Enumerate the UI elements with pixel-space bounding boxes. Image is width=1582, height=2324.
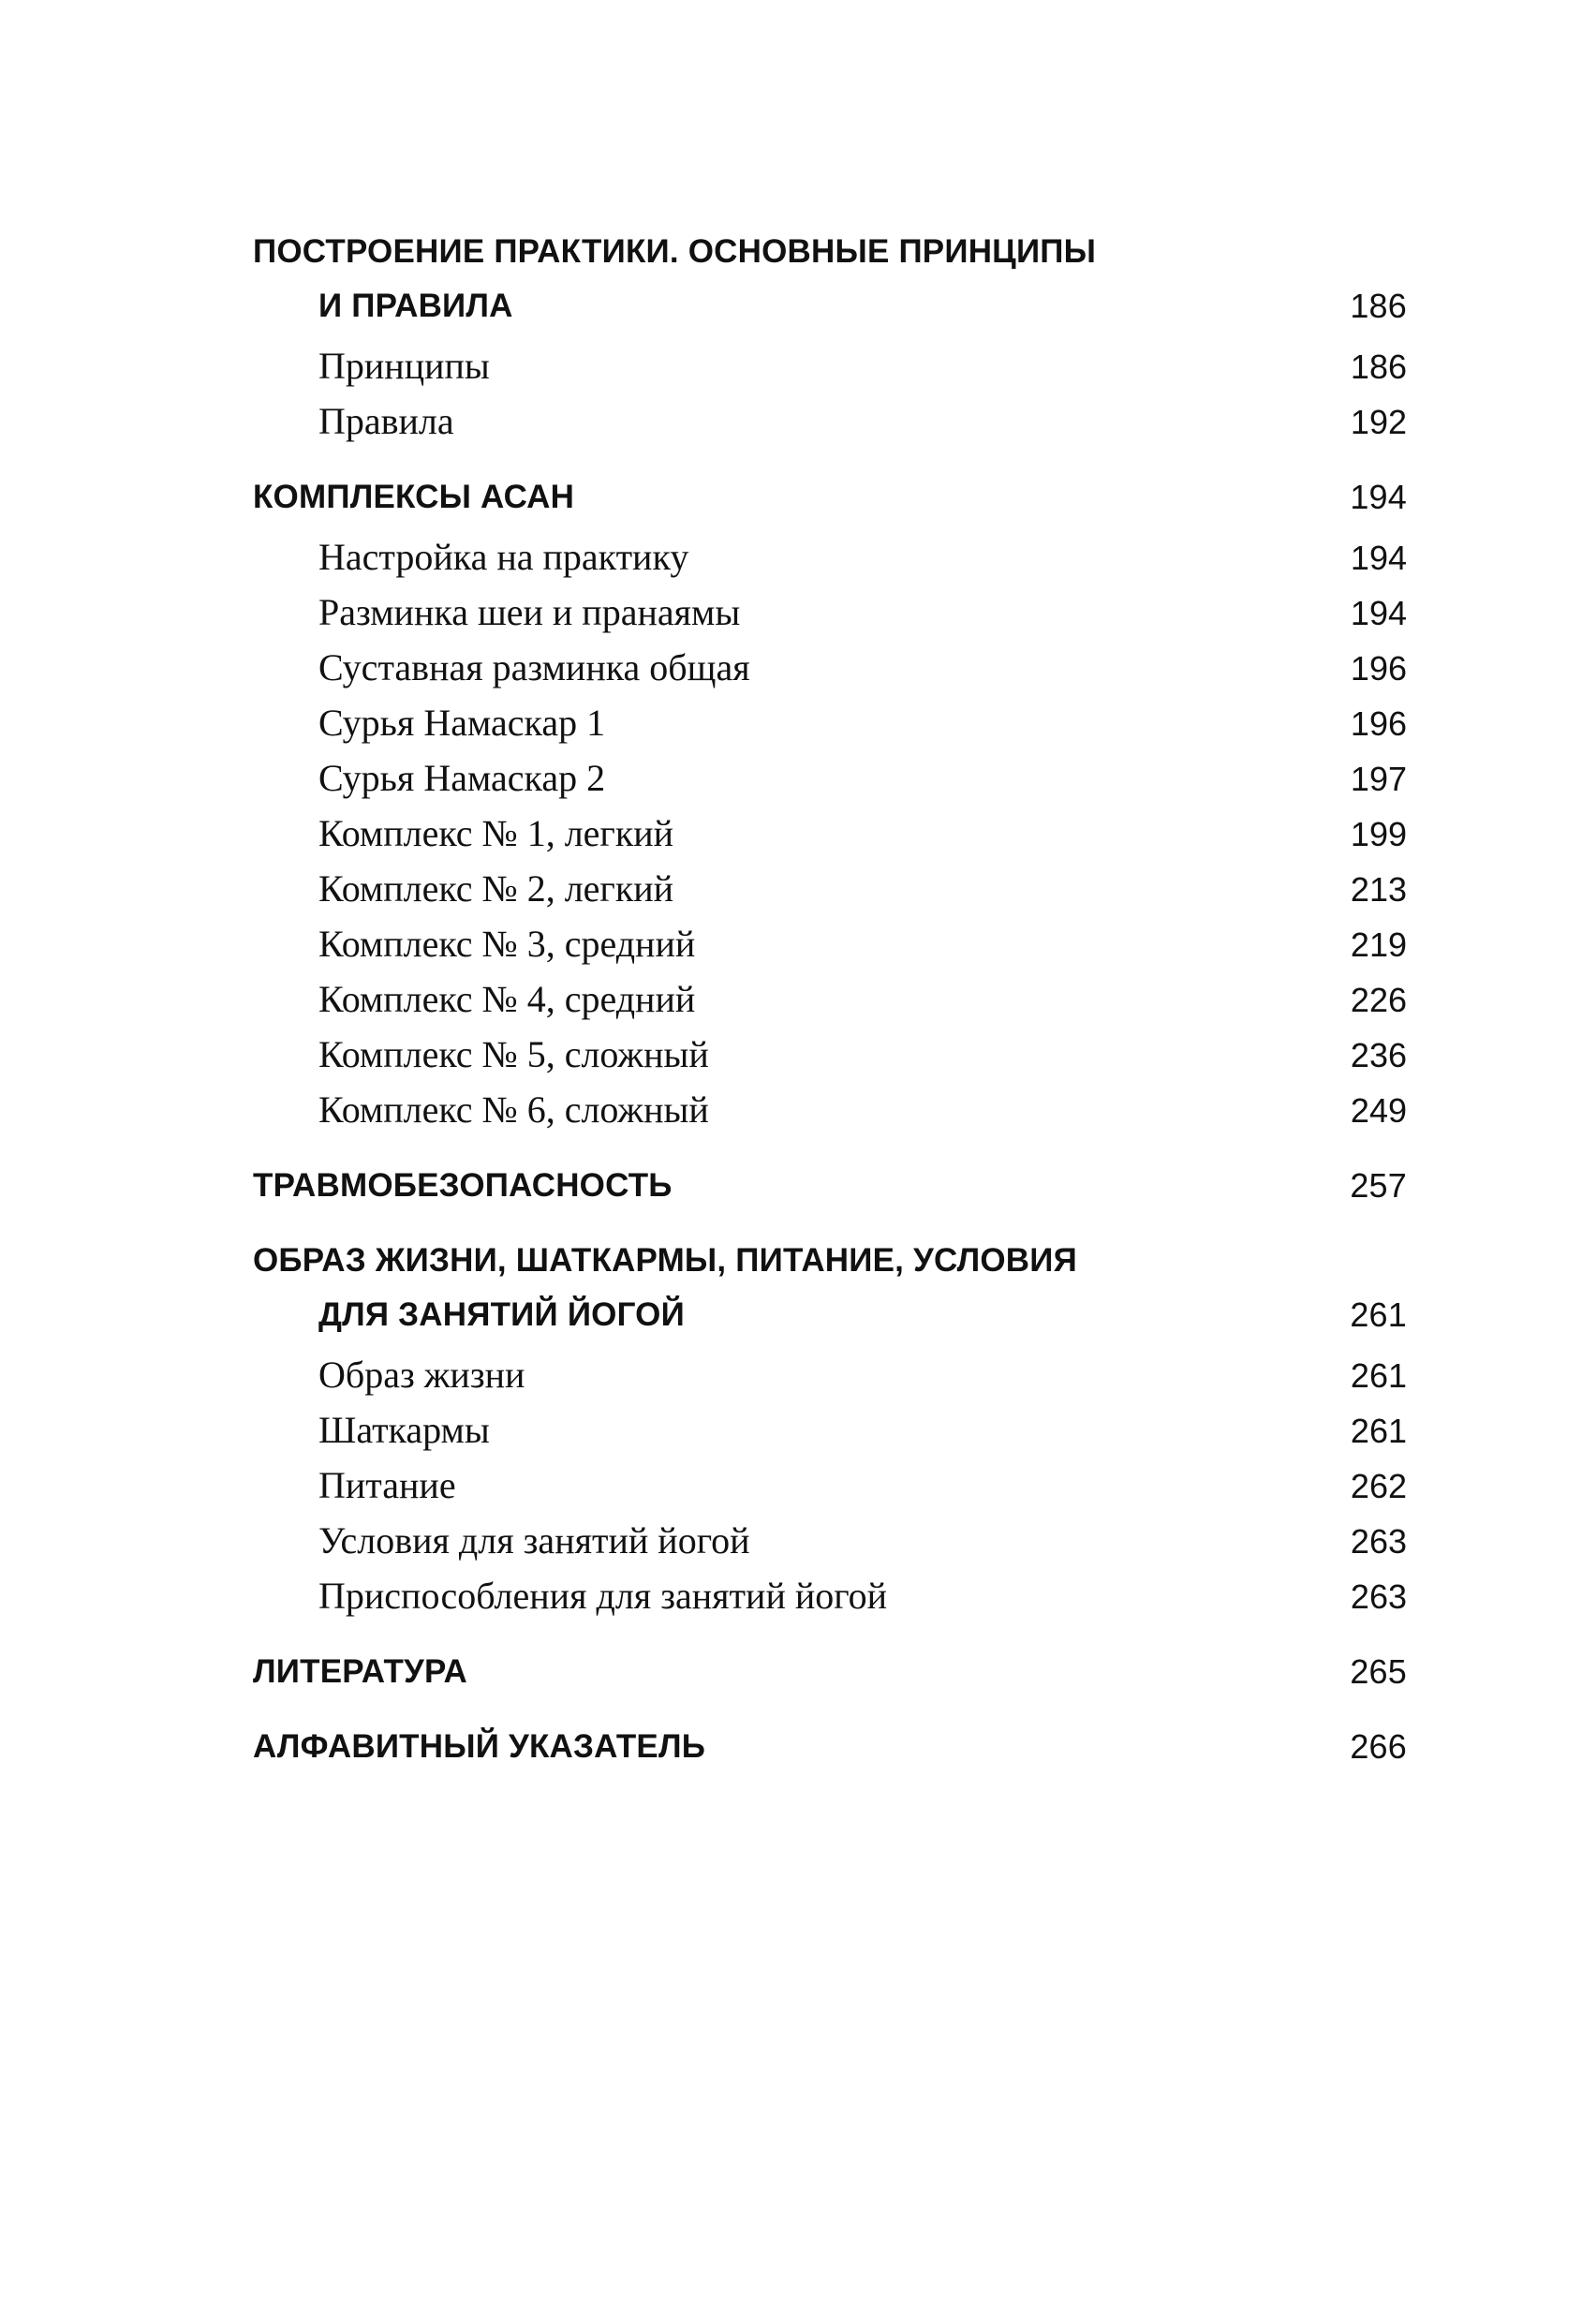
toc-heading-line1: ПОСТРОЕНИЕ ПРАКТИКИ. ОСНОВНЫЕ ПРИНЦИПЫ (253, 233, 1097, 270)
toc-item-label: Правила (318, 400, 454, 442)
toc-item (253, 1458, 1407, 1514)
toc-item-page: 249 (1350, 1091, 1407, 1130)
toc-heading-line2: ДЛЯ ЗАНЯТИЙ ЙОГОЙ (318, 1296, 685, 1333)
toc-heading-line1: ТРАВМОБЕЗОПАСНОСТЬ (253, 1167, 673, 1204)
toc-item-page: 192 (1350, 403, 1407, 441)
toc-item-page: 186 (1350, 348, 1407, 386)
toc-item-label: Комплекс № 6, сложный (318, 1088, 709, 1131)
toc-item-label: Комплекс № 5, сложный (318, 1033, 709, 1075)
toc-item (253, 641, 1407, 696)
toc-heading-page: 257 (1350, 1166, 1407, 1205)
toc-item-page: 196 (1350, 704, 1407, 743)
toc-item-page: 261 (1350, 1356, 1407, 1395)
toc-heading-line1: ЛИТЕРАТУРА (253, 1653, 467, 1690)
toc-heading (253, 1234, 1407, 1342)
toc-item (253, 696, 1407, 751)
toc-item-label: Суставная разминка общая (318, 646, 750, 688)
toc-item-page: 263 (1350, 1522, 1407, 1561)
toc-item-page: 194 (1350, 594, 1407, 632)
toc-item (253, 917, 1407, 972)
toc-heading-line2: И ПРАВИЛА (318, 288, 513, 324)
toc-item (253, 751, 1407, 807)
toc-item (253, 530, 1407, 585)
toc-item (253, 1403, 1407, 1458)
toc-item-label: Комплекс № 1, легкий (318, 812, 674, 854)
toc-item-label: Приспособления для занятий йогой (318, 1575, 888, 1617)
toc-section (253, 225, 1407, 450)
toc-item-page: 196 (1350, 649, 1407, 688)
toc-item-label: Сурья Намаскар 2 (318, 757, 606, 799)
toc-item (253, 1514, 1407, 1569)
toc-item-label: Питание (318, 1464, 456, 1506)
toc-heading-page: 261 (1350, 1295, 1407, 1334)
toc-item (253, 972, 1407, 1028)
toc-item-page: 226 (1350, 981, 1407, 1019)
toc-item-label: Комплекс № 2, легкий (318, 867, 674, 910)
toc-item (253, 1028, 1407, 1083)
toc-item-label: Разминка шеи и пранаямы (318, 591, 741, 633)
toc-heading-line1: ОБРАЗ ЖИЗНИ, ШАТКАРМЫ, ПИТАНИЕ, УСЛОВИЯ (253, 1242, 1077, 1279)
toc-heading-page: 265 (1350, 1652, 1407, 1691)
toc-item-label: Шаткармы (318, 1409, 490, 1451)
toc-item-page: 199 (1350, 815, 1407, 853)
toc-heading (253, 1645, 1407, 1699)
toc-item-label: Настройка на практику (318, 536, 689, 578)
toc-item-page: 197 (1350, 760, 1407, 798)
toc-item-label: Комплекс № 3, средний (318, 923, 696, 965)
toc-heading-page: 194 (1350, 478, 1407, 516)
toc-item (253, 1083, 1407, 1138)
toc-section (253, 470, 1407, 1138)
toc-item (253, 1569, 1407, 1624)
toc-item-page: 194 (1350, 539, 1407, 577)
table-of-contents (253, 225, 1407, 1795)
toc-heading (253, 1720, 1407, 1774)
toc-item-label: Условия для занятий йогой (318, 1519, 750, 1562)
toc-heading-line1: КОМПЛЕКСЫ АСАН (253, 479, 575, 515)
toc-item-label: Образ жизни (318, 1354, 525, 1396)
toc-subitems (253, 530, 1407, 1138)
toc-section (253, 1645, 1407, 1699)
toc-item (253, 862, 1407, 917)
toc-item-page: 262 (1350, 1467, 1407, 1505)
toc-heading-page: 186 (1350, 287, 1407, 325)
toc-item (253, 339, 1407, 394)
toc-item-page: 219 (1350, 925, 1407, 964)
toc-item (253, 807, 1407, 862)
toc-section (253, 1234, 1407, 1624)
toc-heading (253, 1159, 1407, 1213)
toc-item-label: Комплекс № 4, средний (318, 978, 696, 1020)
toc-item-label: Принципы (318, 345, 490, 387)
toc-section (253, 1159, 1407, 1213)
toc-heading (253, 225, 1407, 333)
toc-item (253, 394, 1407, 450)
toc-subitems (253, 339, 1407, 450)
toc-item-label: Сурья Намаскар 1 (318, 702, 606, 744)
toc-item-page: 263 (1350, 1577, 1407, 1616)
toc-item (253, 1348, 1407, 1403)
toc-heading-page: 266 (1350, 1727, 1407, 1766)
toc-item-page: 236 (1350, 1036, 1407, 1074)
toc-section (253, 1720, 1407, 1774)
toc-subitems (253, 1348, 1407, 1624)
toc-item-page: 213 (1350, 870, 1407, 909)
toc-heading-line1: АЛФАВИТНЫЙ УКАЗАТЕЛЬ (253, 1728, 706, 1765)
toc-item-page: 261 (1350, 1412, 1407, 1450)
toc-heading (253, 470, 1407, 525)
toc-item (253, 585, 1407, 641)
